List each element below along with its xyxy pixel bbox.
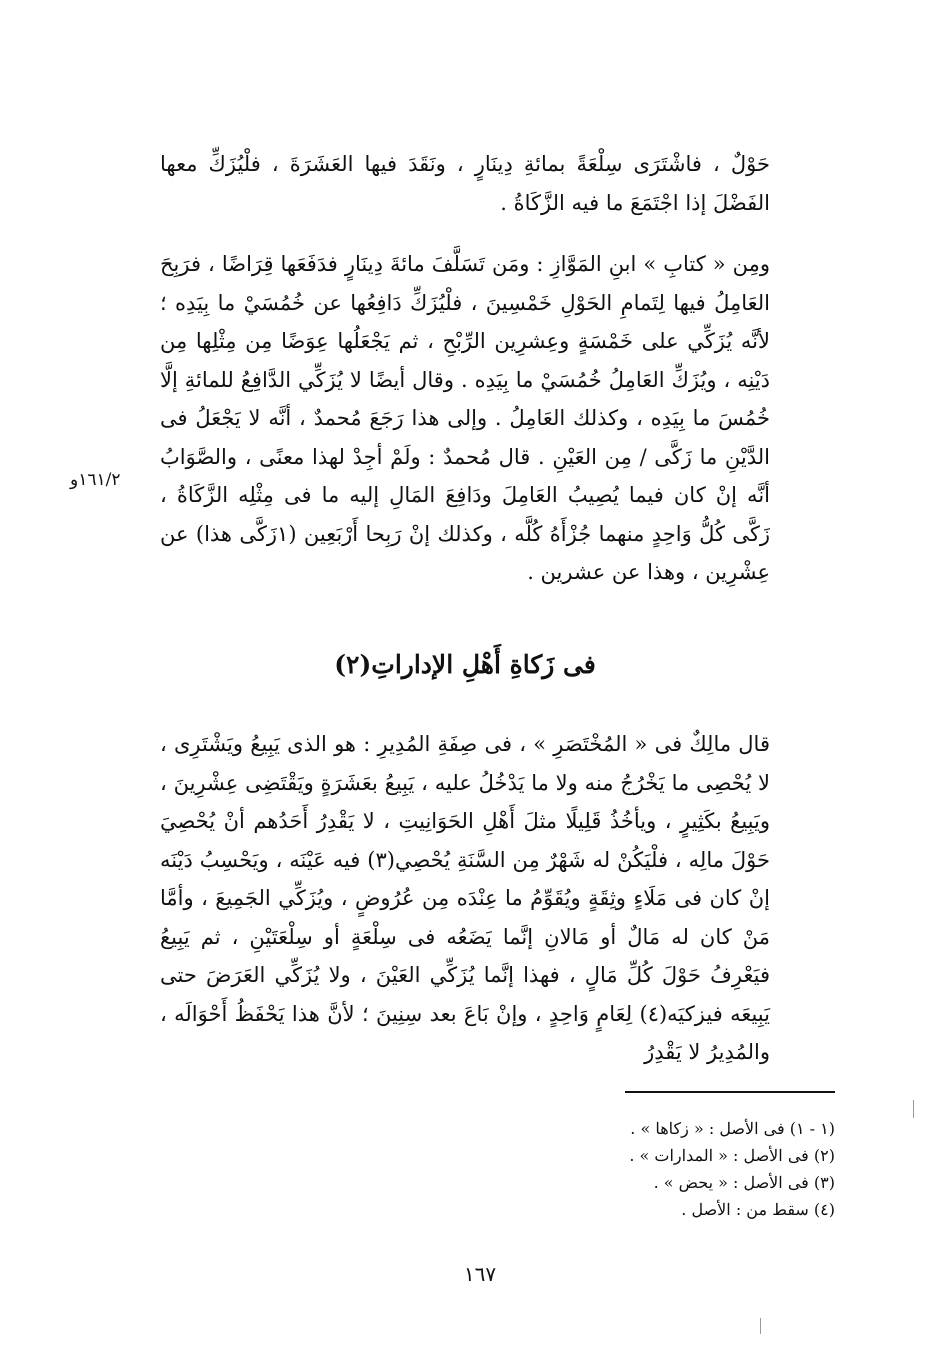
footnote-item: (١ - ١) فى الأصل : « زكاها » . [630, 1119, 835, 1138]
scan-artifact-mark [913, 1100, 914, 1118]
footnote-item: (٤) سقط من : الأصل . [681, 1200, 835, 1219]
paragraph-text: حَوْلٌ ، فاشْتَرَى سِلْعَةً بمائةِ دِينَارٍ ، ونَقَدَ فيها العَشَرَةَ ، فلْيُزَكِّ معها الفَضْلَ إذا اجْتَمَعَ ما فيه الزَّكَاةُ . [160, 152, 770, 215]
section-heading: فى زَكاةِ أَهْلِ الإداراتِ(٢) [334, 650, 596, 679]
footnote-item: (٢) فى الأصل : « المدارات » . [629, 1146, 835, 1165]
scan-artifact-mark [760, 1318, 761, 1334]
body-paragraph-1 [160, 145, 770, 222]
paragraph-text: ومِن « كتابِ » ابنِ المَوَّازِ : ومَن تَسَلَّفَ مائةَ دِينَارٍ فدَفَعَها قِرَاضًا ، فرَبِحَ العَامِلُ فيها لِتَمامِ الحَوْلِ خَمْسِينَ ، فلْيُزَكِّ دَافِعُها عن خُمُسَيْ ما بِيَدِه ؛ لأنَّه يُزَكِّي على خَمْسَةٍ وعِشرِين الرِّبْحِ ، ثم يَجْعَلُها عِوَضًا مِن مِثْلِها مِن دَيْنِه ، ويُزَكِّ العَامِلُ خُمُسَيْ ما بِيَدِه . وقال أيضًا لا يُزَكِّي الدَّافِعُ للمائةِ إلَّا خُمُسَ ما بِيَدِه ، وكذلك العَامِلُ . وإلى هذا رَجَعَ مُحمدٌ ، أنَّه لا يَجْعَلُ فى الدَّيْنِ ما زَكَّى / مِن العَيْنِ . قال مُحمدٌ : ولَمْ أجِدْ لهذا معنًى ، والصَّوَابُ أنَّه إنْ كان فيما يُصِيبُ العَامِلَ ودَافِعَ المَالِ إليه ما فى مِثْلِه الزَّكَاةُ ، زَكَّى كُلُّ وَاحِدٍ منهما جُزْأَهُ كُلَّه ، وكذلك إنْ رَبِحا أَرْبَعِين (١زَكَّى هذا) عن عِشْرِين ، وهذا عن عشرين . [160, 252, 771, 584]
body-paragraph-2 [160, 245, 770, 592]
margin-folio-reference: ١٦١/٢و [70, 470, 121, 490]
body-paragraph-3 [160, 725, 770, 1072]
paragraph-text: قال مالِكٌ فى « المُخْتَصَرِ » ، فى صِفَةِ المُدِيرِ : هو الذى يَبِيعُ ويَشْتَرِى ، لا يُحْصِى ما يَخْرُجُ منه ولا ما يَدْخُلُ عليه ، يَبِيعُ بعَشَرَةٍ ويَقْتَضِى عِشْرِينَ ، ويَبِيعُ بكَثِيرٍ ، ويأخُذُ قَلِيلًا مثلَ أَهْلِ الحَوَانِيتِ ، لا يَقْدِرُ أَحَدُهم أنْ يُحْصِيَ حَوْلَ مالِه ، فلْيَكُنْ له شَهْرٌ مِن السَّنَةِ يُحْصِي(٣) فيه عَيْنَه ، ويَحْسِبُ دَيْنَه إنْ كان فى مَلَاءٍ وثِقَةٍ ويُقَوِّمُ ما عِنْدَه مِن عُرُوضٍ ، ويُزَكِّي الجَمِيعَ ، وأمَّا مَنْ كان له مَالٌ أو مَالانِ إنَّما يَضَعُه فى سِلْعَةٍ أو سِلْعَتَيْنِ ، ثم يَبِيعُ فيَعْرِفُ حَوْلَ كُلِّ مَالٍ ، فهذا إنَّما يُزَكِّي العَيْنَ ، ولا يُزَكِّي العَرَضَ حتى يَبِيعَه فيزكيَه(٤) لِعَامٍ وَاحِدٍ ، وإنْ بَاعَ بعد سِنِينَ ؛ لأنَّ هذا يَحْفَظُ أَحْوَالَه ، والمُدِيرُ لا يَقْدِرُ [160, 732, 770, 1064]
footnote-item: (٣) فى الأصل : « يحض » . [653, 1173, 835, 1192]
footnotes-list [520, 1115, 835, 1223]
footnote-divider [625, 1091, 835, 1093]
page-number: ١٦٧ [463, 1262, 497, 1286]
